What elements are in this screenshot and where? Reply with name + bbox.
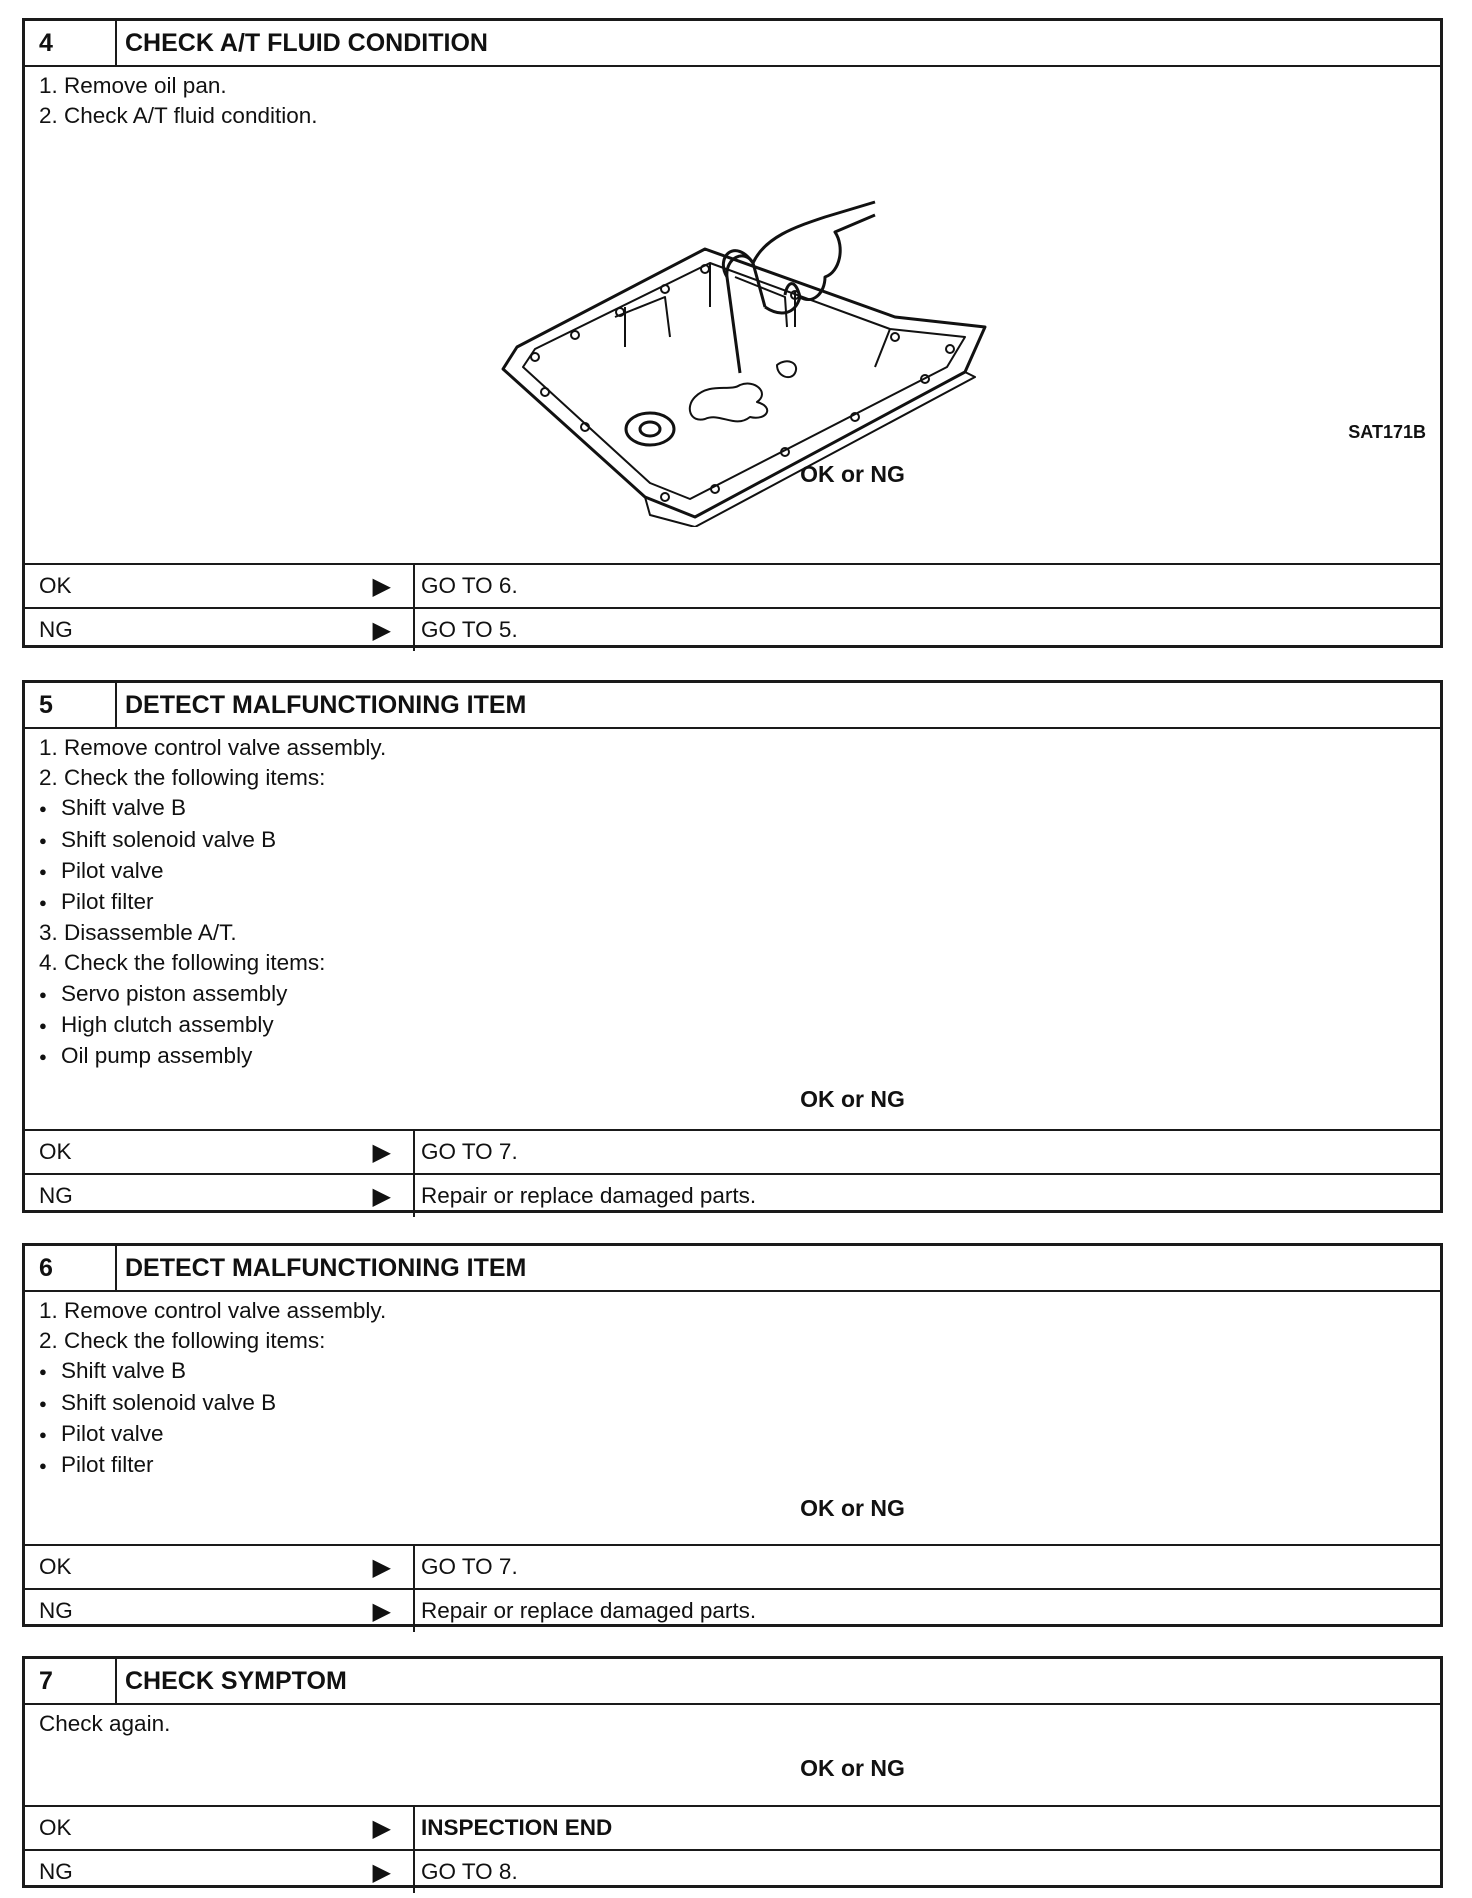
result-action: Repair or replace damaged parts. — [421, 1183, 757, 1208]
ok-or-ng-label: OK or NG — [800, 1086, 905, 1113]
ok-or-ng-label: OK or NG — [800, 1495, 905, 1522]
check-item: ● Shift valve B — [39, 1356, 1426, 1387]
step-body — [25, 1705, 1440, 1805]
result-label: NG — [39, 1859, 73, 1884]
check-item: ● Shift solenoid valve B — [39, 825, 1426, 856]
ok-or-ng-label: OK or NG — [800, 1755, 905, 1782]
arrow-right-icon: ▶ — [315, 1546, 415, 1588]
arrow-right-icon: ▶ — [315, 565, 415, 607]
step-title: DETECT MALFUNCTIONING ITEM — [125, 1253, 527, 1282]
result-label: NG — [39, 1598, 73, 1623]
step-number: 7 — [25, 1659, 117, 1703]
step-6-box — [22, 1243, 1443, 1627]
result-label: OK — [39, 573, 72, 598]
step-5-box — [22, 680, 1443, 1213]
step-header — [25, 21, 1440, 67]
instruction-line: 1. Remove oil pan. — [39, 73, 227, 98]
result-action: INSPECTION END — [421, 1815, 613, 1840]
result-row-ok — [25, 1129, 1440, 1173]
step-7-box — [22, 1656, 1443, 1888]
figure-code: SAT171B — [1348, 422, 1426, 442]
result-label: NG — [39, 1183, 73, 1208]
step-body — [25, 1292, 1440, 1544]
step-title: CHECK A/T FLUID CONDITION — [125, 28, 488, 57]
check-item: ● Oil pump assembly — [39, 1041, 1426, 1072]
arrow-right-icon: ▶ — [315, 1590, 415, 1632]
step-body — [25, 67, 1440, 563]
instruction-line: 1. Remove control valve assembly. — [39, 735, 387, 760]
instruction-line: Check again. — [39, 1711, 171, 1736]
result-label: OK — [39, 1554, 72, 1579]
step-number: 4 — [25, 21, 117, 65]
instruction-line: 2. Check A/T fluid condition. — [39, 103, 318, 129]
result-action: GO TO 7. — [421, 1554, 518, 1579]
check-item: ● Shift valve B — [39, 793, 1426, 824]
result-row-ng — [25, 1849, 1440, 1893]
result-row-ng — [25, 607, 1440, 651]
arrow-right-icon: ▶ — [315, 1131, 415, 1173]
arrow-right-icon: ▶ — [315, 609, 415, 651]
check-item: ● Pilot filter — [39, 1450, 1426, 1481]
result-action: GO TO 7. — [421, 1139, 518, 1164]
step-body — [25, 729, 1440, 1129]
step-4-box — [22, 18, 1443, 648]
step-title: DETECT MALFUNCTIONING ITEM — [125, 690, 527, 719]
instruction-line: 2. Check the following items: — [39, 1328, 326, 1354]
instruction-line: 1. Remove control valve assembly. — [39, 1298, 387, 1323]
check-item: ● Servo piston assembly — [39, 979, 1426, 1010]
result-label: OK — [39, 1139, 72, 1164]
check-item: ● High clutch assembly — [39, 1010, 1426, 1041]
step-number: 6 — [25, 1246, 117, 1290]
result-label: OK — [39, 1815, 72, 1840]
arrow-right-icon: ▶ — [315, 1851, 415, 1893]
step-header — [25, 683, 1440, 729]
result-row-ok — [25, 563, 1440, 607]
step-number: 5 — [25, 683, 117, 727]
result-action: GO TO 8. — [421, 1859, 518, 1884]
result-action: Repair or replace damaged parts. — [421, 1598, 757, 1623]
step-title: CHECK SYMPTOM — [125, 1666, 347, 1695]
step-header — [25, 1246, 1440, 1292]
instruction-line: 2. Check the following items: — [39, 765, 326, 791]
step-header — [25, 1659, 1440, 1705]
check-item: ● Pilot filter — [39, 887, 1426, 918]
arrow-right-icon: ▶ — [315, 1175, 415, 1217]
arrow-right-icon: ▶ — [315, 1807, 415, 1849]
result-action: GO TO 5. — [421, 617, 518, 642]
result-label: NG — [39, 617, 73, 642]
result-row-ng — [25, 1173, 1440, 1217]
check-item: ● Pilot valve — [39, 1419, 1426, 1450]
instruction-line: 4. Check the following items: — [39, 950, 326, 976]
instruction-line: 3. Disassemble A/T. — [39, 920, 237, 946]
result-row-ok — [25, 1544, 1440, 1588]
check-item: ● Pilot valve — [39, 856, 1426, 887]
check-item: ● Shift solenoid valve B — [39, 1388, 1426, 1419]
result-row-ok — [25, 1805, 1440, 1849]
result-action: GO TO 6. — [421, 573, 518, 598]
ok-or-ng-label: OK or NG — [800, 461, 905, 487]
result-row-ng — [25, 1588, 1440, 1632]
